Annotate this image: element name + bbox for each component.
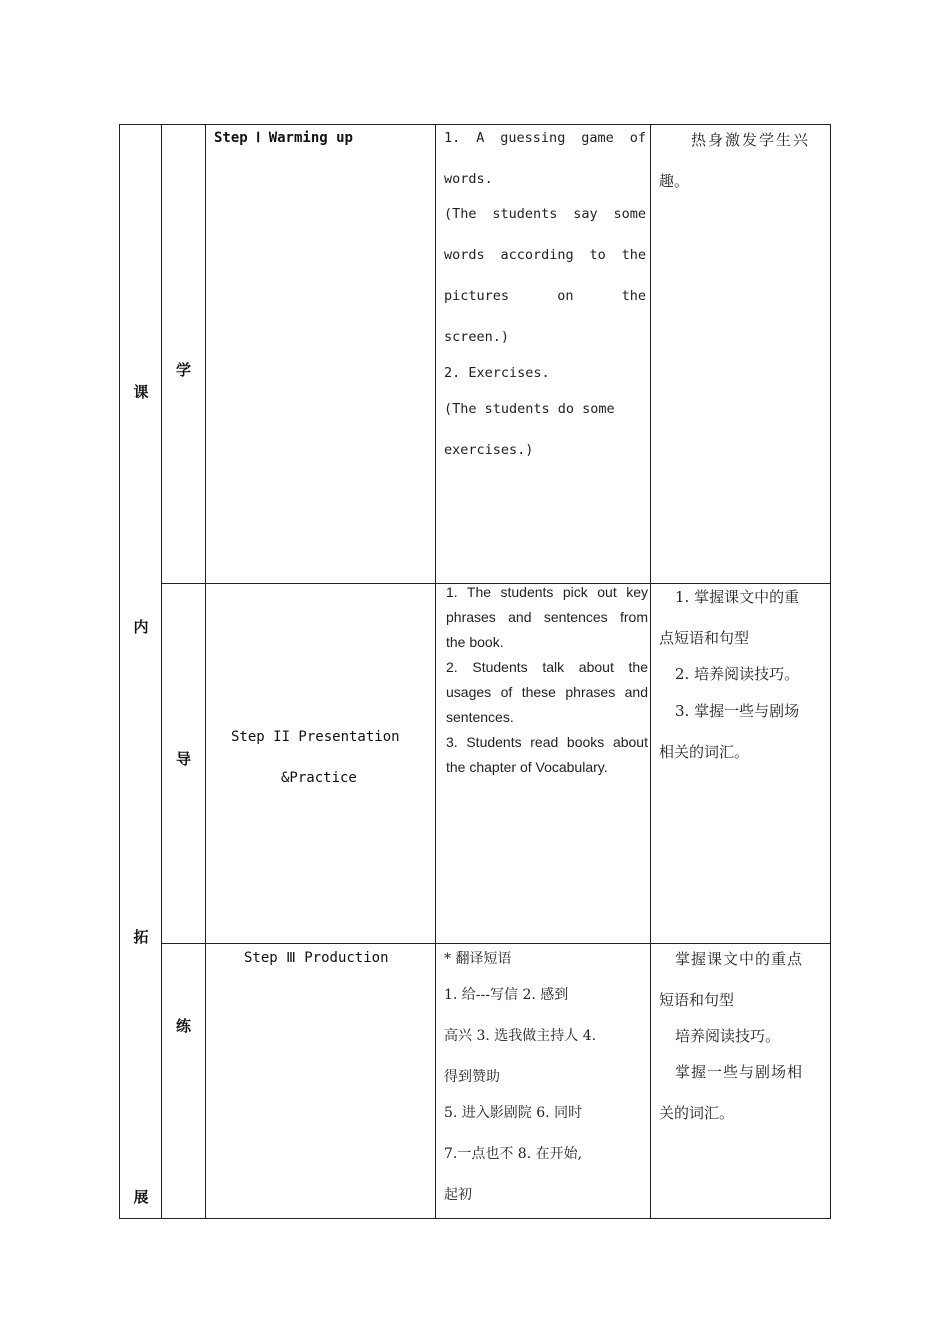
lesson-table: [119, 124, 831, 1219]
aim-line: 培养阅读技巧。: [675, 1027, 781, 1045]
aim-line: 点短语和句型: [659, 629, 750, 647]
activity-line: sentences.: [446, 709, 514, 725]
left-header-char: 内: [133, 618, 149, 636]
activity-line: words according to the: [444, 247, 646, 263]
step-title: Step Ⅲ Production: [244, 950, 389, 966]
aim-list: [659, 129, 827, 206]
activity-line: 1. A guessing game of: [444, 130, 646, 146]
activity-line: the chapter of Vocabulary.: [446, 759, 608, 775]
activity-line: 得到赞助: [444, 1069, 500, 1085]
activity-line: usages of these phrases and: [446, 684, 648, 700]
stage-label: 练: [175, 1017, 191, 1035]
activity-line: 2. Students talk about the: [446, 659, 648, 675]
table-divider: [435, 125, 436, 1218]
aim-line: 短语和句型: [659, 991, 735, 1009]
aim-line: 掌握课文中的重点: [675, 950, 804, 968]
activity-line: 1. The students pick out key: [446, 584, 648, 600]
row-divider: [161, 943, 830, 944]
activity-line: phrases and sentences from: [446, 609, 648, 625]
activity-list: [446, 580, 648, 780]
table-divider: [205, 125, 206, 1218]
aim-line: 关的词汇。: [659, 1104, 735, 1122]
aim-line: 1. 掌握课文中的重: [675, 588, 800, 606]
activity-line: (The students do some: [444, 401, 615, 417]
activity-line: words.: [444, 171, 493, 187]
activity-list: [444, 130, 646, 478]
activity-line: 高兴 3. 选我做主持人 4.: [444, 1028, 597, 1044]
step-title: Step II Presentation: [231, 729, 400, 745]
activity-line: 2. Exercises.: [444, 365, 550, 381]
stage-label: 学: [175, 361, 191, 379]
aim-line: 掌握一些与剧场相: [675, 1063, 804, 1081]
aim-line: 3. 掌握一些与剧场: [675, 702, 800, 720]
activity-line: 5. 进入影剧院 6. 同时: [444, 1105, 583, 1121]
left-header-char: 课: [133, 383, 149, 401]
activity-line: the book.: [446, 634, 504, 650]
left-header-char: 拓: [133, 928, 149, 946]
activity-list: [444, 948, 646, 1220]
aim-line: 热身激发学生兴: [691, 131, 811, 149]
activity-line: 7.一点也不 8. 在开始,: [444, 1146, 583, 1162]
aim-list: [659, 586, 827, 777]
activity-line: (The students say some: [444, 206, 646, 222]
stage-label: 导: [175, 750, 191, 768]
activity-line: exercises.): [444, 442, 534, 458]
activity-line: 1. 给---写信 2. 感到: [444, 987, 569, 1003]
aim-line: 2. 培养阅读技巧。: [675, 665, 800, 683]
aim-list: [659, 948, 827, 1138]
activity-line: 3. Students read books about: [446, 734, 648, 750]
aim-line: 相关的词汇。: [659, 743, 750, 761]
activity-line: 起初: [444, 1187, 472, 1203]
left-header-char: 展: [133, 1188, 149, 1206]
activity-line: pictures on the: [444, 288, 646, 304]
activity-line: screen.): [444, 329, 510, 345]
table-divider: [650, 125, 651, 1218]
aim-line: 趣。: [659, 172, 690, 190]
table-divider: [161, 125, 162, 1218]
activity-line: * 翻译短语: [444, 951, 512, 967]
step-title: Step Ⅰ Warming up: [214, 130, 353, 146]
step-title: &Practice: [281, 770, 357, 786]
